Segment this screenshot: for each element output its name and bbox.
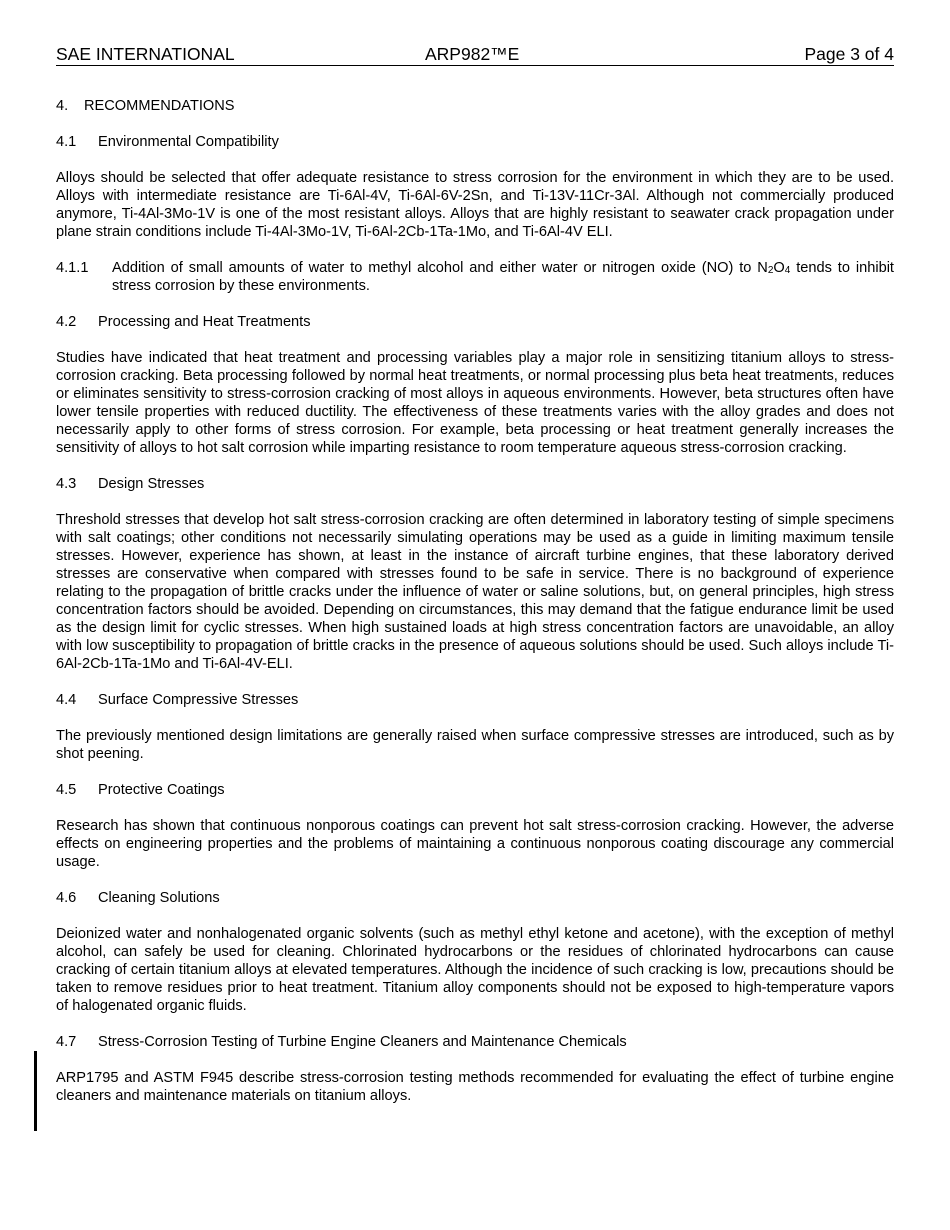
section-heading-4-7 [56, 1033, 894, 1051]
section-4-1-body: Alloys should be selected that offer adequate resistance to stress corrosion for the environment in which they are to be used. Alloys with intermediate resistance are Ti-6Al-4V, Ti-6Al-6V-2Sn, and Ti-13V-11Cr-3Al. Although not commercially produced anymore, Ti-4Al-3Mo-1V is one of the most resistant alloys. Alloys that are highly resistant to seawater crack propagation under plane strain conditions include Ti-4Al-3Mo-1V, Ti-6Al-2Cb-1Ta-1Mo, and Ti-6Al-4V ELI. [56, 170, 894, 240]
section-heading-4-2 [56, 313, 894, 331]
section-title: Design Stresses [98, 476, 205, 492]
section-number: 4.3 [56, 476, 77, 492]
text-part: Addition of small amounts of water to methyl alcohol and either water or nitrogen oxide (NO) to N [112, 260, 768, 276]
section-number: 4.1.1 [56, 260, 89, 276]
section-heading-4-1 [56, 133, 894, 151]
section-number: 4.7 [56, 1034, 77, 1050]
section-title: Protective Coatings [98, 782, 225, 798]
text-part: O [773, 260, 785, 276]
section-4-4-body: The previously mentioned design limitations are generally raised when surface compressive stresses are introduced, such as by shot peening. [56, 728, 894, 762]
section-title: Cleaning Solutions [98, 890, 220, 906]
section-heading-4-6 [56, 889, 894, 907]
section-4-6-body: Deionized water and nonhalogenated organic solvents (such as methyl ethyl ketone and acetone), with the exception of methyl alcohol, can safely be used for cleaning. Chlorinated hydrocarbons or the residues of chlorinated hydrocarbons can cause cracking of certain titanium alloys at elevated temperatures. Although the incidence of such cracking is low, precautions should be taken to remove residues prior to heat treatment. Titanium alloy components should not be exposed to high-temperature vapors of halogenated organic fluids. [56, 926, 894, 1014]
subscript: 2 [767, 265, 774, 276]
section-4-5-body: Research has shown that continuous nonporous coatings can prevent hot salt stress-corrosion cracking. However, the adverse effects on engineering properties and the problems of maintaining a continuous nonporous coating discourage any commercial usage. [56, 818, 894, 870]
section-title: RECOMMENDATIONS [84, 98, 235, 114]
section-number: 4.5 [56, 782, 77, 798]
subsection-4-1-1 [56, 259, 894, 295]
section-4-3-body: Threshold stresses that develop hot salt stress-corrosion cracking are often determined in laboratory testing of simple specimens with salt coatings; other conditions not necessarily simulating operations may be used as a guide in limiting maximum tensile stresses. However, experience has shown, at least in the instance of aircraft turbine engines, that these laboratory derived stresses are conservative when compared with stresses found to be safe in service. There is no background of experience relating to the propagation of brittle cracks under the influence of water or saline solutions, but, on general principles, high stress concentration factors should be avoided. Depending on circumstances, this may demand that the fatigue endurance limit be used as the design limit for cyclic stresses. When high sustained loads at high stress concentration factors are unavoidable, an alloy with low susceptibility to propagation of brittle cracks in the presence of aqueous solutions should be used. Such alloys include Ti-6Al-2Cb-1Ta-1Mo and Ti-6Al-4V-ELI. [56, 512, 894, 672]
subsection-4-1-1-text [112, 259, 894, 295]
text-part: tends to inhibit stress corrosion by these environments. [112, 260, 894, 294]
section-4-2-body: Studies have indicated that heat treatment and processing variables play a major role in sensitizing titanium alloys to stress-corrosion cracking. Beta processing followed by normal heat treatments, or normal processing plus beta heat treatments, reduces or eliminates sensitivity to stress-corrosion cracking of most alloys in aqueous environments. However, beta structures often have lower tensile properties with reduced ductility. The effectiveness of these treatments varies with the alloy grades and does not necessarily apply to other forms of stress corrosion. For example, beta processing or heat treatment generally increases the sensitivity of alloys to hot salt corrosion while imparting resistance to room temperature aqueous stress-corrosion cracking. [56, 350, 894, 456]
page-header [56, 44, 894, 66]
section-heading-4-4 [56, 691, 894, 709]
section-number: 4.2 [56, 314, 77, 330]
section-number: 4.6 [56, 890, 77, 906]
header-organization: SAE INTERNATIONAL [56, 44, 235, 64]
section-heading-4-5 [56, 781, 894, 799]
header-document-id: ARP982™E [425, 44, 520, 64]
header-page-number: Page 3 of 4 [804, 44, 894, 64]
section-number: 4.4 [56, 692, 77, 708]
section-title: Environmental Compatibility [98, 134, 279, 150]
section-heading-4-3 [56, 475, 894, 493]
document-body [56, 97, 894, 1105]
section-title: Processing and Heat Treatments [98, 314, 311, 330]
subscript: 4 [784, 265, 791, 276]
section-4-7-body: ARP1795 and ASTM F945 describe stress-corrosion testing methods recommended for evaluating the effect of turbine engine cleaners and maintenance materials on titanium alloys. [56, 1070, 894, 1104]
section-title: Surface Compressive Stresses [98, 692, 299, 708]
section-number: 4. [56, 98, 69, 114]
section-number: 4.1 [56, 134, 77, 150]
revision-change-bar [34, 1051, 37, 1131]
section-title: Stress-Corrosion Testing of Turbine Engine Cleaners and Maintenance Chemicals [98, 1034, 627, 1050]
section-heading-4 [56, 97, 894, 115]
